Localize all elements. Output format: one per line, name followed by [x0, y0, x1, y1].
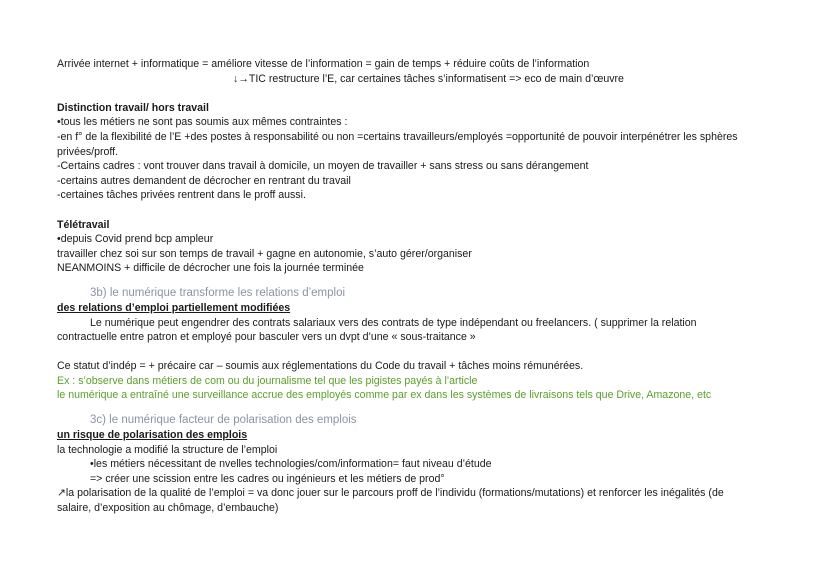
teletravail-item-2: travailler chez soi sur son temps de travail + gagne en autonomie, s’auto gérer/organiser: [57, 247, 472, 260]
section-3c-bullet-1: •les métiers nécessitant de nvelles technologies/com/information= faut niveau d’étude: [90, 458, 492, 471]
teletravail-item-1: •depuis Covid prend bcp ampleur: [57, 233, 214, 246]
distinction-item-3: -Certains cadres : vont trouver dans travail à domicile, un moyen de travailler + sans stress ou sans dérangement: [57, 160, 589, 173]
section-3c-line-1: la technologie a modifié la structure de l’emploi: [57, 443, 278, 456]
section-3b-heading: 3b) le numérique transforme les relations d’emploi: [90, 286, 346, 299]
section-3b-paragraph-cont: contractuelle entre patron et employé pour basculer vers un dvpt d’une « sous-traitance »: [57, 331, 476, 344]
section-3c-line-2-cont: salaire, d’exposition au chômage, d’embauche): [57, 502, 279, 515]
distinction-item-4: -certains autres demandent de décrocher en rentrant du travail: [57, 174, 351, 187]
section-3b-paragraph: Le numérique peut engendrer des contrats salariaux vers des contrats de type indépendant ou freelancers. ( supprimer la relation: [90, 316, 697, 329]
section-3c-heading: 3c) le numérique facteur de polarisation des emplois: [90, 414, 357, 427]
section-3b-example-1: Ex : s’observe dans métiers de com ou du journalisme tel que les pigistes payés à l’article: [57, 374, 478, 387]
section-3c-subtitle: un risque de polarisation des emplois: [57, 429, 248, 442]
distinction-item-1: •tous les métiers ne sont pas soumis aux mêmes contraintes :: [57, 116, 348, 129]
intro-line-2: ↓→TIC restructure l’E, car certaines tâches s’informatisent => eco de main d’œuvre: [233, 72, 624, 85]
distinction-item-5: -certaines tâches privées rentrent dans le proff aussi.: [57, 189, 306, 202]
section-3b-subtitle: des relations d’emploi partiellement modifiées: [57, 301, 291, 314]
section-3c-line-2: ↗la polarisation de la qualité de l’emploi = va donc jouer sur le parcours proff de l’individu (formations/mutations) et renforcer les inégalités (de: [57, 487, 724, 500]
teletravail-item-3: NEANMOINS + difficile de décrocher une fois la journée terminée: [57, 262, 364, 275]
section-3c-bullet-2: => créer une scission entre les cadres ou ingénieurs et les métiers de prod°: [90, 472, 445, 485]
section-3b-example-2: le numérique a entraîné une surveillance accrue des employés comme par ex dans les systèmes de livraisons tels que Drive, Amazone, etc: [57, 389, 712, 402]
distinction-title: Distinction travail/ hors travail: [57, 101, 209, 114]
distinction-item-2: -en f° de la flexibilité de l’E +des postes à responsabilité ou non =certains travailleurs/employés =opportunité de pouvoir interpénétrer les sphères privées/proff.: [57, 130, 738, 158]
section-3b-statut: Ce statut d’indép = + précaire car – soumis aux réglementations du Code du travail + tâches moins rémunérées.: [57, 360, 584, 373]
teletravail-title: Télétravail: [57, 218, 110, 231]
document-body: [57, 57, 777, 516]
intro-line-1: Arrivée internet + informatique = améliore vitesse de l’information = gain de temps + réduire coûts de l’information: [57, 58, 590, 70]
